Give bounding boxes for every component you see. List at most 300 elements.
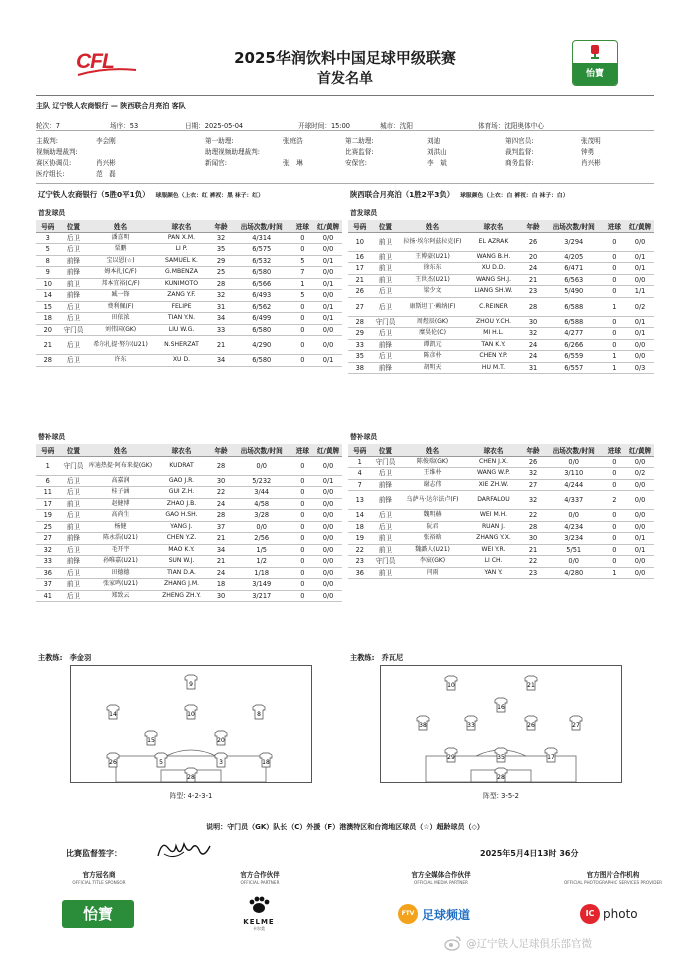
table-cell: XIE ZH.W. bbox=[466, 479, 522, 491]
table-header-row bbox=[348, 444, 654, 456]
table-cell: ZHANG J.M. bbox=[154, 579, 210, 591]
table-cell: 24 bbox=[209, 498, 233, 510]
column-header: 号码 bbox=[36, 220, 60, 232]
table-cell: 1 bbox=[603, 351, 627, 363]
table-cell: 0/1 bbox=[626, 263, 654, 275]
table-cell: 魏潞人(U21) bbox=[399, 544, 465, 556]
table-row bbox=[348, 567, 654, 579]
shirt-number: 10 bbox=[187, 711, 195, 718]
table-cell: 6/499 bbox=[233, 313, 291, 325]
table-cell: C.REINER bbox=[466, 297, 522, 316]
player-shirt-marker bbox=[107, 705, 119, 719]
table-cell: 前卫 bbox=[372, 232, 400, 251]
table-cell: HU M.T. bbox=[466, 362, 522, 374]
table-cell: 杨健 bbox=[87, 521, 153, 533]
sponsor-en: OFFICIAL TITLE SPONSOR bbox=[72, 880, 126, 885]
table-cell: 0 bbox=[603, 232, 627, 251]
column-header: 红/黄牌 bbox=[626, 444, 654, 456]
table-cell: 24 bbox=[521, 351, 545, 363]
table-cell: 6/532 bbox=[233, 255, 291, 267]
table-cell: 胡明天 bbox=[399, 362, 465, 374]
official-role: 裁判监督: bbox=[505, 148, 534, 156]
table-cell: 0 bbox=[291, 544, 315, 556]
away-coach: 主教练: 乔瓦尼 bbox=[350, 653, 404, 662]
player-shirt-marker bbox=[185, 768, 197, 782]
table-cell: 王博豪(U21) bbox=[399, 251, 465, 263]
table-cell: 38 bbox=[348, 362, 372, 374]
table-cell: 6/563 bbox=[545, 274, 603, 286]
table-cell: ZHENG ZH.Y. bbox=[154, 590, 210, 602]
official-role: 助理视频助理裁判: bbox=[205, 148, 260, 156]
table-cell: 28 bbox=[348, 316, 372, 328]
table-cell: 孙唯嘉(U21) bbox=[87, 556, 153, 568]
ftv-logo bbox=[398, 902, 494, 926]
official-role: 第一助理: bbox=[205, 137, 234, 145]
table-cell: EL AZRAK bbox=[466, 232, 522, 251]
table-cell: DARFALOU bbox=[466, 491, 522, 510]
official-name: 范 磊 bbox=[96, 170, 116, 178]
table-cell: 刘伟国(GK) bbox=[87, 324, 153, 336]
sponsor-partner bbox=[185, 869, 335, 885]
table-cell: 24 bbox=[521, 263, 545, 275]
table-cell: 后卫 bbox=[60, 301, 88, 313]
shirt-number: 33 bbox=[467, 722, 475, 729]
table-cell: 高嘉润 bbox=[87, 475, 153, 487]
table-cell: 28 bbox=[209, 456, 233, 475]
cfl-logo-text: CFL bbox=[76, 50, 114, 73]
column-header: 红/黄牌 bbox=[314, 444, 342, 456]
table-cell: 32 bbox=[209, 232, 233, 244]
table-cell: 30 bbox=[209, 475, 233, 487]
home-formation: 阵型: 4-2-3-1 bbox=[169, 792, 213, 800]
player-shirt-marker bbox=[215, 731, 227, 745]
table-cell: 27 bbox=[36, 533, 60, 545]
table-cell: KUDRAT bbox=[154, 456, 210, 475]
table-cell: WANG SH.J. bbox=[466, 274, 522, 286]
table-cell: 0/3 bbox=[626, 362, 654, 374]
table-cell: 周煜辰(GK) bbox=[399, 316, 465, 328]
table-cell: 前卫 bbox=[60, 498, 88, 510]
table-cell: 0/0 bbox=[314, 232, 342, 244]
table-cell: 10 bbox=[348, 232, 372, 251]
sponsor-en: OFFICIAL MEDIA PARTNER bbox=[414, 880, 468, 885]
table-cell: 22 bbox=[209, 487, 233, 499]
column-header: 出场次数/时间 bbox=[545, 220, 603, 232]
table-cell: 0 bbox=[291, 475, 315, 487]
table-cell: 6/557 bbox=[545, 362, 603, 374]
table-cell: 0/0 bbox=[233, 521, 291, 533]
table-row bbox=[36, 456, 342, 475]
table-cell: 21 bbox=[348, 274, 372, 286]
away-formation: 阵型: 3-5-2 bbox=[483, 792, 519, 800]
table-cell: YAN Y. bbox=[466, 567, 522, 579]
table-row bbox=[348, 232, 654, 251]
home-coach: 主教练: 李金羽 bbox=[38, 653, 92, 662]
column-header: 年龄 bbox=[521, 220, 545, 232]
table-cell: 35 bbox=[209, 244, 233, 256]
table-cell: 0 bbox=[291, 590, 315, 602]
table-cell: 潘喜明 bbox=[87, 232, 153, 244]
table-cell: 0 bbox=[291, 498, 315, 510]
table-cell: 0/2 bbox=[626, 297, 654, 316]
sponsor-name: 官方合作伙伴 bbox=[240, 871, 280, 879]
table-cell: 0 bbox=[291, 456, 315, 475]
table-cell: 6/562 bbox=[233, 301, 291, 313]
table-cell: MAO K.Y. bbox=[154, 544, 210, 556]
table-cell: TIAN Y.N. bbox=[154, 313, 210, 325]
table-cell: 3/234 bbox=[545, 533, 603, 545]
table-cell: 4 bbox=[348, 468, 372, 480]
table-cell: 0/0 bbox=[626, 479, 654, 491]
table-cell: 21 bbox=[521, 274, 545, 286]
column-header: 年龄 bbox=[209, 220, 233, 232]
table-row bbox=[36, 313, 342, 325]
divider bbox=[36, 183, 654, 184]
table-header-row bbox=[348, 220, 654, 232]
table-cell: 谭凯元 bbox=[399, 339, 465, 351]
table-cell: 31 bbox=[521, 362, 545, 374]
table-cell: 0/0 bbox=[314, 556, 342, 568]
table-cell: 后卫 bbox=[372, 297, 400, 316]
table-cell: GAO J.R. bbox=[154, 475, 210, 487]
table-cell: 0/0 bbox=[545, 510, 603, 522]
ic-icon: IC bbox=[580, 904, 600, 924]
table-cell: 前卫 bbox=[372, 274, 400, 286]
column-header: 姓名 bbox=[399, 220, 465, 232]
table-cell: 14 bbox=[348, 510, 372, 522]
table-cell: SUN W.J. bbox=[154, 556, 210, 568]
table-cell: 2 bbox=[603, 491, 627, 510]
table-cell: 4/277 bbox=[545, 328, 603, 340]
table-cell: CHEN Y.P. bbox=[466, 351, 522, 363]
table-cell: 3/149 bbox=[233, 579, 291, 591]
table-row bbox=[36, 567, 342, 579]
icphoto-logo bbox=[580, 902, 660, 926]
player-shirt-marker bbox=[185, 675, 197, 689]
shirt-number: 21 bbox=[527, 682, 535, 689]
table-cell: 前锋 bbox=[372, 479, 400, 491]
table-cell: 0/0 bbox=[314, 498, 342, 510]
kickoff-time: 开球时间：15:00 bbox=[298, 122, 350, 130]
table-cell: 后卫 bbox=[372, 328, 400, 340]
table-row bbox=[348, 533, 654, 545]
table-cell: 30 bbox=[521, 533, 545, 545]
table-cell: 20 bbox=[521, 251, 545, 263]
column-header: 进球 bbox=[603, 444, 627, 456]
kelme-text: KELME bbox=[243, 918, 275, 926]
column-header: 出场次数/时间 bbox=[545, 444, 603, 456]
divider bbox=[36, 95, 654, 96]
table-cell: 36 bbox=[36, 567, 60, 579]
table-row bbox=[36, 324, 342, 336]
away-starters-label: 首发球员 bbox=[350, 209, 378, 217]
table-cell: 0 bbox=[603, 556, 627, 568]
table-cell: 6/580 bbox=[233, 355, 291, 367]
player-shirt-marker bbox=[495, 768, 507, 782]
table-row bbox=[36, 590, 342, 602]
table-cell: 25 bbox=[209, 267, 233, 279]
table-cell: 0 bbox=[603, 468, 627, 480]
table-cell: XU D. bbox=[154, 355, 210, 367]
table-cell: 6/471 bbox=[545, 263, 603, 275]
table-cell: 41 bbox=[36, 590, 60, 602]
table-cell: 后卫 bbox=[372, 351, 400, 363]
table-cell: 32 bbox=[521, 328, 545, 340]
player-shirt-marker bbox=[525, 676, 537, 690]
shirt-number: 38 bbox=[419, 722, 427, 729]
table-cell: 4/205 bbox=[545, 251, 603, 263]
player-shirt-marker bbox=[545, 748, 557, 762]
table-cell: 5/232 bbox=[233, 475, 291, 487]
column-header: 年龄 bbox=[521, 444, 545, 456]
table-cell: 前卫 bbox=[372, 567, 400, 579]
table-cell: 4/290 bbox=[233, 336, 291, 355]
table-cell: 0 bbox=[291, 232, 315, 244]
match-date: 日期：2025-05-04 bbox=[185, 122, 244, 130]
table-cell: SAMUEL K. bbox=[154, 255, 210, 267]
table-cell: ZHANG Y.X. bbox=[466, 533, 522, 545]
table-cell: 0/0 bbox=[626, 232, 654, 251]
column-header: 进球 bbox=[291, 444, 315, 456]
official-name: 张茂明 bbox=[581, 137, 601, 145]
table-row bbox=[36, 475, 342, 487]
table-cell: 5/51 bbox=[545, 544, 603, 556]
table-cell: 0/1 bbox=[314, 355, 342, 367]
player-shirt-marker bbox=[525, 716, 537, 730]
shirt-number: 26 bbox=[527, 722, 535, 729]
column-header: 号码 bbox=[348, 220, 372, 232]
table-cell: 21 bbox=[521, 544, 545, 556]
player-shirt-marker bbox=[253, 705, 265, 719]
table-cell: 18 bbox=[36, 313, 60, 325]
sponsor-media bbox=[366, 869, 516, 885]
table-cell: 0/1 bbox=[626, 316, 654, 328]
table-cell: 32 bbox=[521, 468, 545, 480]
table-cell: 栗鹏 bbox=[87, 244, 153, 256]
match-no: 场序：53 bbox=[110, 122, 139, 130]
table-cell: 37 bbox=[36, 579, 60, 591]
official-role: 比赛监督: bbox=[345, 148, 374, 156]
table-cell: 0 bbox=[291, 533, 315, 545]
table-cell: 前锋 bbox=[60, 255, 88, 267]
home-team-head bbox=[38, 189, 264, 200]
table-cell: 5 bbox=[291, 255, 315, 267]
table-row bbox=[36, 487, 342, 499]
table-cell: 30 bbox=[209, 590, 233, 602]
table-row bbox=[348, 491, 654, 510]
table-cell: 22 bbox=[348, 544, 372, 556]
table-cell: 0/0 bbox=[314, 521, 342, 533]
table-cell: 后卫 bbox=[372, 510, 400, 522]
official-name: 肖兴彬 bbox=[581, 159, 601, 167]
table-cell: 前锋 bbox=[372, 491, 400, 510]
table-cell: 0/1 bbox=[626, 328, 654, 340]
table-cell: 24 bbox=[521, 339, 545, 351]
table-cell: 5 bbox=[36, 244, 60, 256]
column-header: 位置 bbox=[60, 444, 88, 456]
table-cell: 0/0 bbox=[314, 456, 342, 475]
table-cell: 前卫 bbox=[372, 251, 400, 263]
shirt-number: 16 bbox=[497, 704, 505, 711]
table-cell: 3/217 bbox=[233, 590, 291, 602]
table-cell: 前卫 bbox=[372, 544, 400, 556]
table-cell: 1 bbox=[603, 362, 627, 374]
table-cell: 18 bbox=[348, 521, 372, 533]
table-cell: 0/1 bbox=[314, 255, 342, 267]
table-cell: MI H.L. bbox=[466, 328, 522, 340]
table-cell: 26 bbox=[521, 232, 545, 251]
home-pitch-lines bbox=[71, 666, 311, 782]
table-row bbox=[348, 251, 654, 263]
table-cell: 23 bbox=[521, 567, 545, 579]
table-cell: 糜昊伦(C) bbox=[399, 328, 465, 340]
table-cell: 7 bbox=[291, 267, 315, 279]
column-header: 姓名 bbox=[87, 220, 153, 232]
table-cell: FELIPE bbox=[154, 301, 210, 313]
table-cell: 0 bbox=[603, 544, 627, 556]
table-cell: CHEN Y.Z. bbox=[154, 533, 210, 545]
table-cell: 8 bbox=[36, 255, 60, 267]
shirt-number: 27 bbox=[572, 722, 580, 729]
official-role: 医疗组长: bbox=[36, 170, 65, 178]
table-cell: 0/0 bbox=[626, 556, 654, 568]
table-cell: 康斯坦丁·赖纳(F) bbox=[399, 297, 465, 316]
signature-label: 比赛监督签字： bbox=[66, 849, 122, 858]
table-row bbox=[36, 510, 342, 522]
table-cell: 5/490 bbox=[545, 286, 603, 298]
table-cell: 0 bbox=[603, 479, 627, 491]
table-cell: 郑致云 bbox=[87, 590, 153, 602]
table-cell: 后卫 bbox=[372, 286, 400, 298]
sponsor-photo bbox=[538, 869, 688, 885]
table-cell: 4/234 bbox=[545, 521, 603, 533]
table-cell: 田依浓 bbox=[87, 313, 153, 325]
table-cell: XU D.D. bbox=[466, 263, 522, 275]
shirt-number: 28 bbox=[187, 774, 195, 781]
official-role: 赛区协调员: bbox=[36, 159, 72, 167]
table-cell: 后卫 bbox=[60, 544, 88, 556]
away-subs-table bbox=[348, 444, 654, 579]
table-row bbox=[348, 351, 654, 363]
table-cell: 19 bbox=[36, 510, 60, 522]
table-cell: 28 bbox=[209, 510, 233, 522]
sponsor-en: OFFICIAL PARTNER bbox=[240, 880, 280, 885]
table-cell: 0 bbox=[603, 274, 627, 286]
table-cell: 0 bbox=[291, 556, 315, 568]
table-cell: 34 bbox=[209, 355, 233, 367]
shirt-number: 15 bbox=[147, 737, 155, 744]
column-header: 位置 bbox=[60, 220, 88, 232]
table-cell: 魏明赫 bbox=[399, 510, 465, 522]
table-cell: 0/0 bbox=[626, 521, 654, 533]
table-cell: 0/1 bbox=[314, 313, 342, 325]
table-cell: 后卫 bbox=[60, 232, 88, 244]
table-cell: 0/0 bbox=[626, 510, 654, 522]
table-cell: 0 bbox=[291, 567, 315, 579]
table-cell: 0 bbox=[291, 313, 315, 325]
table-row bbox=[348, 328, 654, 340]
away-starters-table bbox=[348, 220, 654, 374]
table-row bbox=[36, 267, 342, 279]
table-cell: 28 bbox=[209, 278, 233, 290]
table-row bbox=[348, 286, 654, 298]
yibao-text: 怡寶 bbox=[573, 63, 617, 85]
table-cell: 0 bbox=[603, 521, 627, 533]
table-cell: 徐东东 bbox=[399, 263, 465, 275]
away-subs-label: 替补球员 bbox=[350, 433, 378, 441]
shirt-number: 10 bbox=[447, 682, 455, 689]
shirt-number: 26 bbox=[109, 759, 117, 766]
table-cell: 26 bbox=[348, 286, 372, 298]
shirt-number: 8 bbox=[257, 711, 261, 718]
table-cell: 0 bbox=[603, 263, 627, 275]
player-shirt-marker bbox=[445, 676, 457, 690]
shirt-number: 3 bbox=[219, 759, 223, 766]
table-cell: 0/1 bbox=[626, 251, 654, 263]
table-row bbox=[36, 336, 342, 355]
table-cell: 王世杰(U21) bbox=[399, 274, 465, 286]
column-header: 姓名 bbox=[399, 444, 465, 456]
table-cell: 0 bbox=[291, 487, 315, 499]
table-row bbox=[36, 579, 342, 591]
table-cell: 0 bbox=[291, 336, 315, 355]
table-row bbox=[348, 556, 654, 568]
table-cell: LI CH. bbox=[466, 556, 522, 568]
player-shirt-marker bbox=[260, 753, 272, 767]
table-cell: 6/559 bbox=[545, 351, 603, 363]
table-cell: 4/337 bbox=[545, 491, 603, 510]
official-role: 主裁判: bbox=[36, 137, 59, 145]
table-row bbox=[36, 244, 342, 256]
official-name: 刘迪 bbox=[427, 137, 441, 145]
table-cell: 0/0 bbox=[314, 567, 342, 579]
table-cell: 0/0 bbox=[626, 274, 654, 286]
table-cell: 许东 bbox=[87, 355, 153, 367]
table-cell: 宝以恩(☆) bbox=[87, 255, 153, 267]
table-cell: 21 bbox=[209, 556, 233, 568]
table-cell: WEI M.H. bbox=[466, 510, 522, 522]
table-row bbox=[348, 362, 654, 374]
sponsor-name: 官方全媒体合作伙伴 bbox=[411, 871, 471, 879]
table-cell: 守门员 bbox=[60, 324, 88, 336]
home-team-name: 辽宁铁人农商银行（5胜0平1负） bbox=[38, 190, 150, 199]
shirt-number: 35 bbox=[497, 754, 505, 761]
table-cell: 23 bbox=[348, 556, 372, 568]
column-header: 出场次数/时间 bbox=[233, 220, 291, 232]
watermark: @辽宁铁人足球俱乐部官微 bbox=[466, 938, 592, 950]
table-cell: 0/0 bbox=[233, 456, 291, 475]
table-cell: 20 bbox=[36, 324, 60, 336]
away-team-head bbox=[350, 189, 569, 200]
table-cell: 31 bbox=[209, 301, 233, 313]
table-cell: 1 bbox=[348, 456, 372, 468]
table-cell: 22 bbox=[521, 510, 545, 522]
table-cell: 守门员 bbox=[372, 556, 400, 568]
table-row bbox=[348, 274, 654, 286]
table-cell: 3 bbox=[36, 232, 60, 244]
table-cell: 后卫 bbox=[60, 336, 88, 355]
table-row bbox=[348, 544, 654, 556]
table-row bbox=[36, 301, 342, 313]
shirt-number: 28 bbox=[497, 774, 505, 781]
table-cell: 23 bbox=[521, 286, 545, 298]
column-header: 出场次数/时间 bbox=[233, 444, 291, 456]
table-cell: 乌萨马·达尔法卢(F) bbox=[399, 491, 465, 510]
table-cell: 守门员 bbox=[372, 456, 400, 468]
table-cell: 0/0 bbox=[314, 336, 342, 355]
table-cell: 32 bbox=[36, 544, 60, 556]
table-cell: 6 bbox=[36, 475, 60, 487]
